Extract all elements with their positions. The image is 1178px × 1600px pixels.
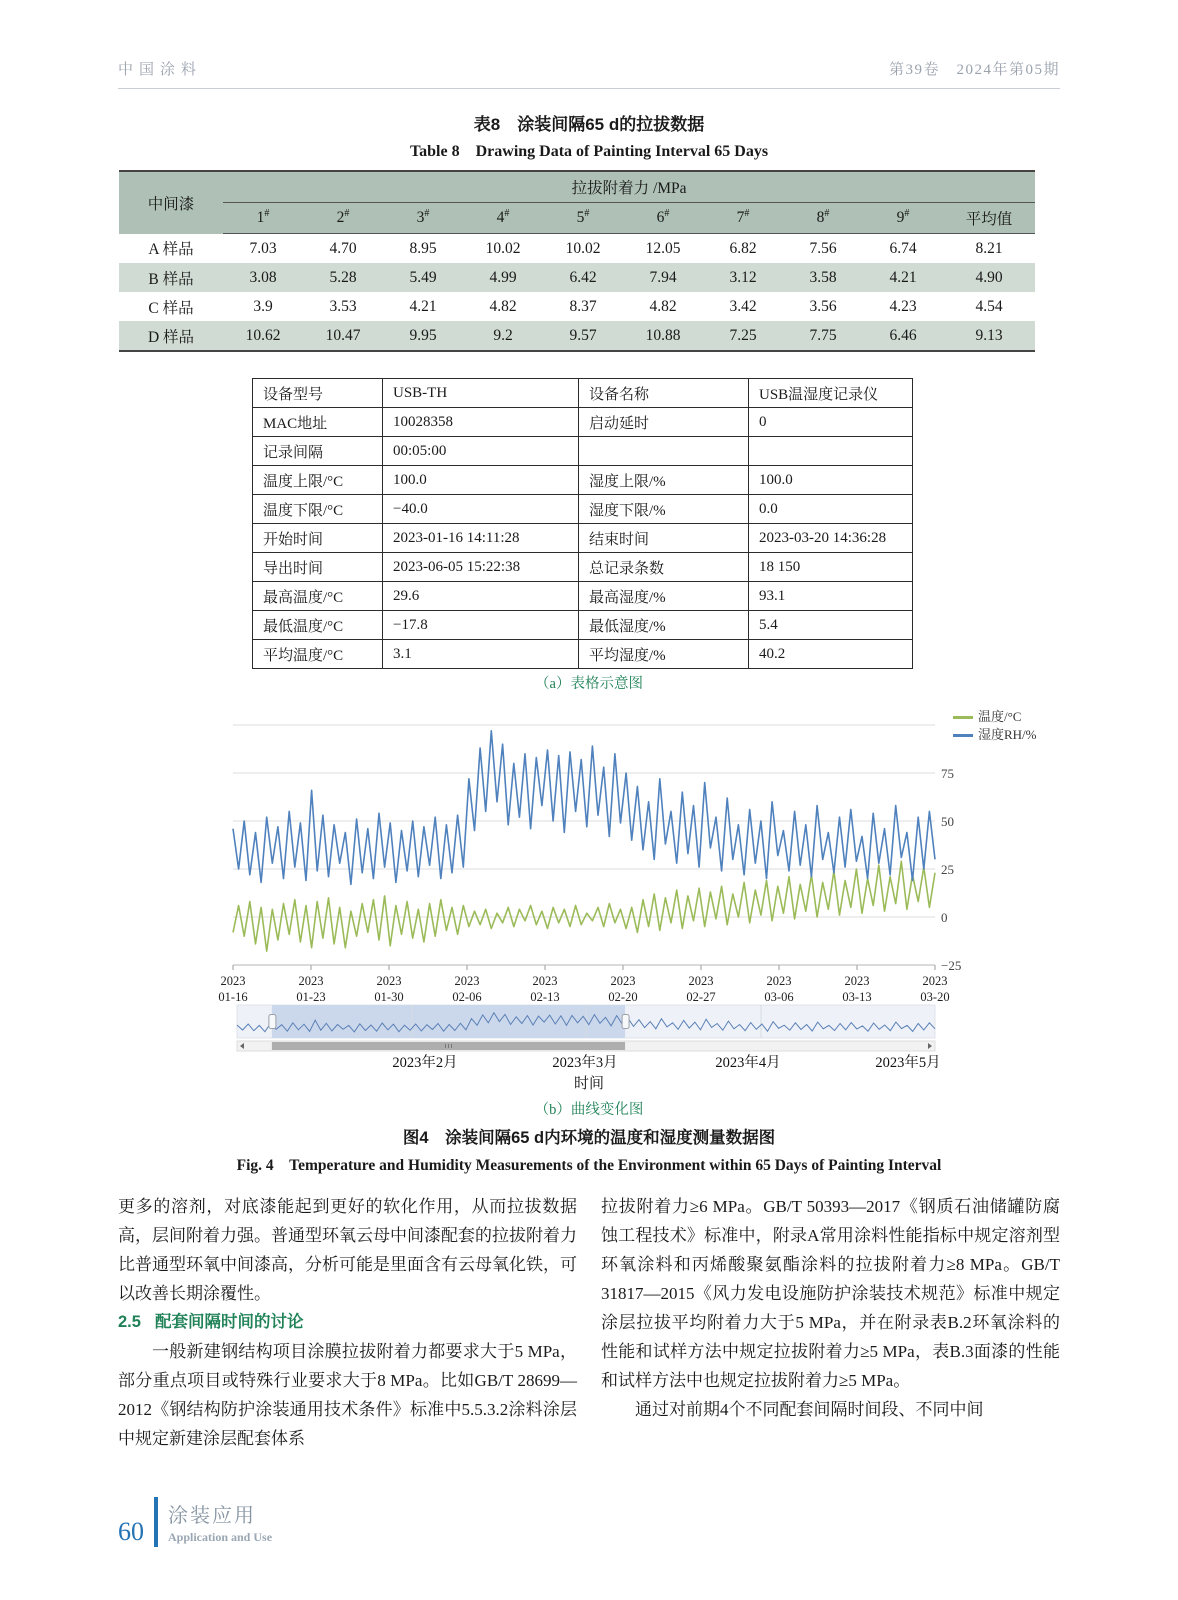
temperature-line-swatch (953, 716, 973, 719)
table-cell: 7.25 (703, 321, 783, 351)
chart-legend (953, 708, 1037, 744)
x-tick-date: 02-20 (608, 990, 638, 1004)
table-cell: 4.99 (463, 263, 543, 292)
table-cell: 7.75 (783, 321, 863, 351)
x-tick-date: 02-13 (530, 990, 560, 1004)
device-table-cell: 设备型号 (253, 379, 383, 408)
page-number: 60 (118, 1517, 144, 1546)
table-cell: 7.56 (809, 239, 837, 257)
device-table-cell: USB-TH (383, 379, 579, 408)
issue-info: 第39卷 2024年第05期 (888, 62, 1060, 78)
x-tick-date: 02-27 (686, 990, 716, 1004)
body-paragraph: 一般新建钢结构项目涂膜拉拔附着力都要求大于5 MPa，部分重点项目或特殊行业要求大于8 MPa。比如GB/T 28699—2012《钢结构防护涂装通用技术条件》标准中5.5.3.2涂料涂层中规定新建涂层配套体系 (118, 1342, 577, 1448)
device-table-cell: 最高湿度/% (579, 582, 749, 611)
table-cell: 4.21 (863, 263, 943, 292)
sample-col-header: 8# (783, 203, 863, 234)
device-table-row (253, 437, 913, 466)
device-table-cell: 18 150 (749, 553, 913, 582)
table-cell: 3.9 (253, 297, 273, 315)
table8-subheader-row (119, 203, 1035, 234)
device-table-cell: 100.0 (383, 466, 579, 495)
device-table-cell (749, 437, 913, 466)
table-cell: 5.49 (383, 263, 463, 292)
section-number: 2.5 (118, 1313, 141, 1331)
device-table-row (253, 553, 913, 582)
table-cell: 6.46 (863, 321, 943, 351)
table-cell: 4.82 (489, 297, 517, 315)
table-cell: 4.21 (409, 297, 437, 315)
device-table-cell: 湿度上限/% (579, 466, 749, 495)
body-paragraph: 更多的溶剂，对底漆能起到更好的软化作用，从而拉拔数据高，层间附着力强。普通型环氧云母中间漆配套的拉拔附着力比普通型环氧中间漆高，分析可能是里面含有云母氧化铁，可以改善长期涂覆性。 (118, 1197, 577, 1303)
table-cell: 9.13 (943, 321, 1035, 351)
average-col-header: 平均值 (943, 203, 1035, 234)
navigator-month-label: 2023年4月 (715, 1055, 781, 1071)
device-table-cell: 2023-03-20 14:36:28 (749, 524, 913, 553)
sample-row-header: A 样品 (148, 241, 194, 259)
sample-col-header: 2# (303, 203, 383, 234)
table-cell: 3.12 (703, 263, 783, 292)
device-table-cell (579, 437, 749, 466)
right-column (601, 1192, 1060, 1453)
device-table-cell: 温度下限/°C (253, 495, 383, 524)
device-table-cell: 93.1 (749, 582, 913, 611)
table-cell: 10.62 (223, 321, 303, 351)
body-paragraph: 拉拔附着力≥6 MPa。GB/T 50393—2017《钢质石油储罐防腐蚀工程技术》标准中，附录A常用涂料性能指标中规定溶剂型环氧涂料和丙烯酸聚氨酯涂料的拉拔附着力≥8 MPa。GB/T 31817—2015《风力发电设施防护涂装技术规范》标准中规定涂层拉拔平均附着力大于5 MPa，并在附录表B.2环氧涂料的性能和试样方法中规定拉拔附着力≥5 MPa，表B.3面漆的性能和试样方法中也规定拉拔附着力≥5 MPa。 (601, 1197, 1060, 1390)
navigator-month-label: 2023年5月 (875, 1055, 941, 1071)
device-table-cell: 开始时间 (253, 524, 383, 553)
x-tick-date: 01-23 (296, 990, 326, 1004)
device-table-cell: 湿度下限/% (579, 495, 749, 524)
navigator-selection[interactable] (272, 1005, 625, 1038)
table-cell: 4.23 (889, 297, 917, 315)
device-table-cell: 最低湿度/% (579, 611, 749, 640)
table-cell: 10.02 (485, 239, 521, 257)
table-row (119, 234, 1035, 264)
navigator-month-label: 2023年3月 (552, 1055, 618, 1071)
legend-item-temperature (953, 708, 1037, 726)
device-table-cell: 0 (749, 408, 913, 437)
chart-canvas (0, 700, 1178, 1098)
device-table-cell: 100.0 (749, 466, 913, 495)
table-cell: 3.58 (783, 263, 863, 292)
table-cell: 6.82 (729, 239, 757, 257)
xaxis-title: 时间 (573, 1076, 604, 1092)
device-table-cell: 启动延时 (579, 408, 749, 437)
sample-row-header: B 样品 (119, 263, 223, 292)
sample-col-header: 9# (863, 203, 943, 234)
table-cell: 6.42 (543, 263, 623, 292)
table-cell: 4.70 (329, 239, 357, 257)
temp-humidity-chart (0, 700, 1178, 1098)
caption-a: （a）表格示意图 (535, 676, 643, 692)
left-column (118, 1192, 577, 1453)
table-cell: 6.74 (889, 239, 917, 257)
x-tick-year: 2023 (688, 974, 714, 988)
section-title: 配套间隔时间的讨论 (154, 1313, 304, 1331)
footer-divider-bar (154, 1497, 158, 1547)
page-footer (118, 1497, 272, 1547)
device-table-row (253, 640, 913, 669)
table8-title-cn: 表8 涂装间隔65 d的拉拔数据 (473, 115, 705, 134)
table-cell: 9.57 (543, 321, 623, 351)
x-tick-year: 2023 (610, 974, 636, 988)
table-cell: 4.54 (975, 297, 1003, 315)
device-table-cell: 平均湿度/% (579, 640, 749, 669)
humidity-line (233, 731, 935, 885)
device-table-cell: 2023-01-16 14:11:28 (383, 524, 579, 553)
x-tick-year: 2023 (220, 974, 246, 988)
footer-column-en: Application and Use (168, 1530, 273, 1544)
y-tick-label: 50 (941, 814, 954, 829)
table8-title-en: Table 8 Drawing Data of Painting Interval 65 Days (409, 143, 769, 160)
x-tick-date: 03-06 (764, 990, 794, 1004)
table-row (119, 263, 1035, 292)
sample-col-header: 3# (383, 203, 463, 234)
x-tick-date: 02-06 (452, 990, 482, 1004)
device-table-cell: −17.8 (383, 611, 579, 640)
y-tick-label: 75 (941, 766, 954, 781)
humidity-line-swatch (953, 734, 973, 737)
footer-column-cn: 涂装应用 (168, 1505, 256, 1527)
x-tick-year: 2023 (376, 974, 402, 988)
device-table-cell: 最高温度/°C (253, 582, 383, 611)
table-row (119, 292, 1035, 321)
table-cell: 4.82 (649, 297, 677, 315)
journal-name: 中国涂料 (118, 62, 203, 78)
device-table-cell: 10028358 (383, 408, 579, 437)
device-table-row (253, 379, 913, 408)
device-table-cell: 导出时间 (253, 553, 383, 582)
x-tick-year: 2023 (532, 974, 558, 988)
device-table-row (253, 524, 913, 553)
navigator-month-label: 2023年2月 (392, 1055, 458, 1071)
device-table-cell: 5.4 (749, 611, 913, 640)
table-cell: 8.21 (975, 239, 1003, 257)
device-table-cell: 0.0 (749, 495, 913, 524)
table8-corner-header: 中间漆 (119, 171, 223, 234)
table-cell: 8.37 (569, 297, 597, 315)
table-cell: 3.08 (223, 263, 303, 292)
sample-col-header: 1# (223, 203, 303, 234)
device-info-table (252, 378, 913, 669)
device-table-cell: 29.6 (383, 582, 579, 611)
table-cell: 7.94 (623, 263, 703, 292)
device-table-row (253, 611, 913, 640)
body-paragraph: 通过对前期4个不同配套间隔时间段、不同中间 (635, 1400, 984, 1419)
sample-col-header: 7# (703, 203, 783, 234)
device-table-cell: 总记录条数 (579, 553, 749, 582)
device-table-cell: 结束时间 (579, 524, 749, 553)
device-table-cell: 40.2 (749, 640, 913, 669)
pull-off-data-table (119, 170, 1035, 352)
sample-row-header: C 样品 (148, 299, 194, 317)
section-heading (118, 1308, 577, 1337)
device-table-cell: 设备名称 (579, 379, 749, 408)
table-row (119, 321, 1035, 351)
device-table-cell: −40.0 (383, 495, 579, 524)
sample-row-header: D 样品 (119, 321, 223, 351)
device-table-row (253, 408, 913, 437)
device-table-row (253, 466, 913, 495)
table-cell: 3.42 (729, 297, 757, 315)
legend-label-humidity: 湿度RH/% (978, 727, 1037, 742)
legend-label-temperature: 温度/°C (978, 709, 1022, 724)
table-cell: 12.05 (645, 239, 681, 257)
table-cell: 9.2 (463, 321, 543, 351)
device-table-cell: 最低温度/°C (253, 611, 383, 640)
device-table-cell: 2023-06-05 15:22:38 (383, 553, 579, 582)
x-tick-date: 01-30 (374, 990, 404, 1004)
caption-b: （b）曲线变化图 (534, 1102, 644, 1118)
table-cell: 10.88 (623, 321, 703, 351)
navigator-handle-right[interactable] (622, 1015, 629, 1029)
legend-item-humidity (953, 726, 1037, 744)
device-table-cell: USB温湿度记录仪 (749, 379, 913, 408)
footer-column-name (168, 1499, 272, 1545)
y-tick-label: 0 (941, 910, 948, 925)
page-header (118, 58, 1060, 89)
sample-col-header: 6# (623, 203, 703, 234)
x-tick-year: 2023 (844, 974, 870, 988)
x-tick-date: 01-16 (218, 990, 248, 1004)
figure4-caption-en: Fig. 4 Temperature and Humidity Measurements of the Environment within 65 Days of Painting Interval (236, 1157, 942, 1174)
x-tick-year: 2023 (298, 974, 324, 988)
y-tick-label: 25 (941, 862, 954, 877)
table-cell: 9.95 (383, 321, 463, 351)
device-table-cell: 平均温度/°C (253, 640, 383, 669)
table-cell: 3.56 (809, 297, 837, 315)
x-tick-year: 2023 (766, 974, 792, 988)
temperature-line (233, 861, 935, 951)
table-cell: 10.47 (303, 321, 383, 351)
device-table-row (253, 582, 913, 611)
y-tick-label: −25 (941, 958, 962, 973)
table-cell: 3.53 (329, 297, 357, 315)
table-cell: 10.02 (565, 239, 601, 257)
table8-span-header: 拉拔附着力 /MPa (223, 171, 1035, 203)
x-tick-year: 2023 (922, 974, 948, 988)
table-cell: 7.03 (249, 239, 277, 257)
device-table-cell: 记录间隔 (253, 437, 383, 466)
table-cell: 4.90 (943, 263, 1035, 292)
navigator-handle-left[interactable] (269, 1015, 276, 1029)
table-cell: 8.95 (409, 239, 437, 257)
sample-col-header: 5# (543, 203, 623, 234)
x-tick-year: 2023 (454, 974, 480, 988)
device-table-row (253, 495, 913, 524)
device-table-cell: 温度上限/°C (253, 466, 383, 495)
body-text-columns (118, 1192, 1060, 1453)
table-cell: 5.28 (303, 263, 383, 292)
figure4-caption-cn: 图4 涂装间隔65 d内环境的温度和湿度测量数据图 (402, 1129, 776, 1147)
device-table-cell: 00:05:00 (383, 437, 579, 466)
sample-col-header: 4# (463, 203, 543, 234)
device-table-cell: MAC地址 (253, 408, 383, 437)
device-table-cell: 3.1 (383, 640, 579, 669)
x-tick-date: 03-20 (920, 990, 950, 1004)
x-tick-date: 03-13 (842, 990, 872, 1004)
